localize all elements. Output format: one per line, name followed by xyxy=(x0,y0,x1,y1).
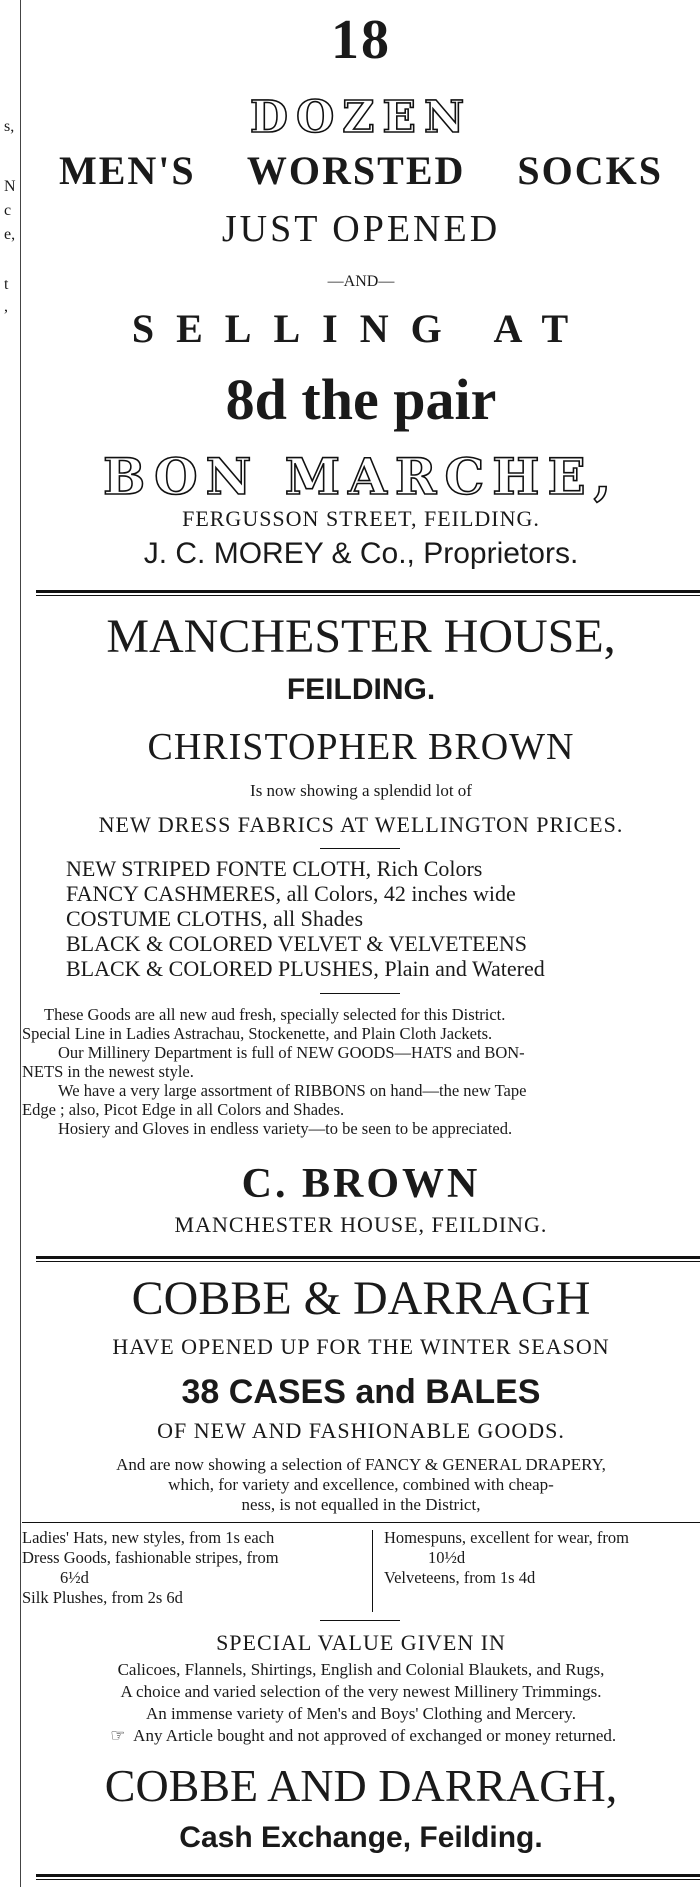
price-item: Homespuns, excellent for wear, from xyxy=(384,1528,629,1547)
ad-count: 18 xyxy=(331,9,391,71)
price-table-top-rule xyxy=(22,1522,700,1523)
special-list: Calicoes, Flannels, Shirtings, English and Colonial Blaukets, and Rugs, xyxy=(117,1660,605,1679)
store-name: BON MARCHE, xyxy=(102,447,620,506)
intro-text: Is now showing a splendid lot of xyxy=(250,781,472,800)
column-divider xyxy=(372,1530,373,1612)
proprietors: J. C. MOREY & Co., Proprietors. xyxy=(143,537,579,570)
store-address: FERGUSSON STREET, FEILDING. xyxy=(182,506,540,531)
ad-selling: SELLING AT xyxy=(131,306,591,351)
section-divider xyxy=(36,1256,700,1262)
left-margin-column xyxy=(0,0,21,1887)
special-value-heading: SPECIAL VALUE GIVEN IN xyxy=(216,1630,506,1655)
owner-name: CHRISTOPHER BROWN xyxy=(147,726,575,768)
margin-glyph: t xyxy=(4,276,9,293)
goods-headline: OF NEW AND FASHIONABLE GOODS. xyxy=(157,1418,565,1443)
body-line: Edge ; also, Picot Edge in all Colors and Shades. xyxy=(22,1100,345,1119)
price-list-right xyxy=(384,1528,700,1588)
ad-item: MEN'S WORSTED SOCKS xyxy=(58,148,664,193)
section-divider xyxy=(36,1874,700,1880)
body-line: Special Line in Ladies Astrachau, Stockenette, and Plain Cloth Jackets. xyxy=(22,1024,493,1043)
fabric-item: BLACK & COLORED PLUSHES, Plain and Watered xyxy=(66,956,545,981)
return-policy xyxy=(22,1726,700,1746)
signature: C. BROWN xyxy=(241,1161,481,1207)
price-item: Silk Plushes, from 2s 6d xyxy=(22,1588,183,1607)
clothing-line: An immense variety of Men's and Boys' Clothing and Mercery. xyxy=(146,1704,576,1723)
short-rule xyxy=(320,1620,400,1621)
goods-description xyxy=(22,1005,700,1138)
pointing-hand-icon: ☞ xyxy=(110,1726,126,1745)
price-item: Dress Goods, fashionable stripes, from xyxy=(22,1548,279,1567)
drapery-line: ness, is not equalled in the District, xyxy=(241,1495,481,1514)
newspaper-ad-page xyxy=(22,0,700,1887)
margin-glyph: c xyxy=(4,202,12,219)
body-line: We have a very large assortment of RIBBONS on hand—the new Tape xyxy=(58,1081,527,1100)
price-item: 6½d xyxy=(60,1568,89,1587)
fabric-item: COSTUME CLOTHS, all Shades xyxy=(66,906,363,931)
margin-glyph: N xyxy=(4,178,16,195)
cash-exchange: Cash Exchange, Feilding. xyxy=(179,1821,543,1854)
drapery-line: which, for variety and excellence, combined with cheap- xyxy=(168,1475,554,1494)
price-list-left xyxy=(22,1528,362,1608)
cases-headline: 38 CASES and BALES xyxy=(181,1373,541,1411)
ad-status: JUST OPENED xyxy=(221,208,501,250)
millinery-line: A choice and varied selection of the very newest Millinery Trimmings. xyxy=(120,1682,602,1701)
fabric-item: NEW STRIPED FONTE CLOTH, Rich Colors xyxy=(66,856,483,881)
margin-glyph: s, xyxy=(4,118,15,135)
drapery-line: And are now showing a selection of FANCY & GENERAL DRAPERY, xyxy=(116,1455,606,1474)
body-line: Hosiery and Gloves in endless variety—to be seen to be appreciated. xyxy=(58,1119,513,1138)
ad-connector: —AND— xyxy=(327,273,395,290)
ad-unit: DOZEN xyxy=(249,92,473,143)
store-footer-name: COBBE AND DARRAGH, xyxy=(104,1760,618,1811)
fabrics-headline: NEW DRESS FABRICS AT WELLINGTON PRICES. xyxy=(98,812,624,837)
margin-glyph: e, xyxy=(4,226,16,243)
fabric-list xyxy=(66,856,700,981)
store-name: MANCHESTER HOUSE, xyxy=(106,610,616,663)
fabric-item: BLACK & COLORED VELVET & VELVETEENS xyxy=(66,931,528,956)
return-policy-text: Any Article bought and not approved of exchanged or money returned. xyxy=(133,1726,617,1745)
drapery-text xyxy=(22,1455,700,1515)
margin-glyph: , xyxy=(4,298,8,315)
season-notice: HAVE OPENED UP FOR THE WINTER SEASON xyxy=(112,1334,610,1359)
store-name: COBBE & DARRAGH xyxy=(131,1272,591,1325)
price-item: Ladies' Hats, new styles, from 1s each xyxy=(22,1528,275,1547)
fabric-item: FANCY CASHMERES, all Colors, 42 inches wide xyxy=(66,881,516,906)
price-item: Velveteens, from 1s 4d xyxy=(384,1568,536,1587)
ad-price: 8d the pair xyxy=(225,367,497,432)
short-rule xyxy=(320,993,400,994)
price-item: 10½d xyxy=(428,1548,466,1567)
section-divider xyxy=(36,590,700,596)
body-line: Our Millinery Department is full of NEW GOODS—HATS and BON- xyxy=(58,1043,525,1062)
body-line: NETS in the newest style. xyxy=(22,1062,194,1081)
store-town: FEILDING. xyxy=(286,673,436,706)
signature-address: MANCHESTER HOUSE, FEILDING. xyxy=(174,1212,548,1237)
short-rule xyxy=(320,848,400,849)
body-line: These Goods are all new aud fresh, specially selected for this District. xyxy=(44,1005,506,1024)
